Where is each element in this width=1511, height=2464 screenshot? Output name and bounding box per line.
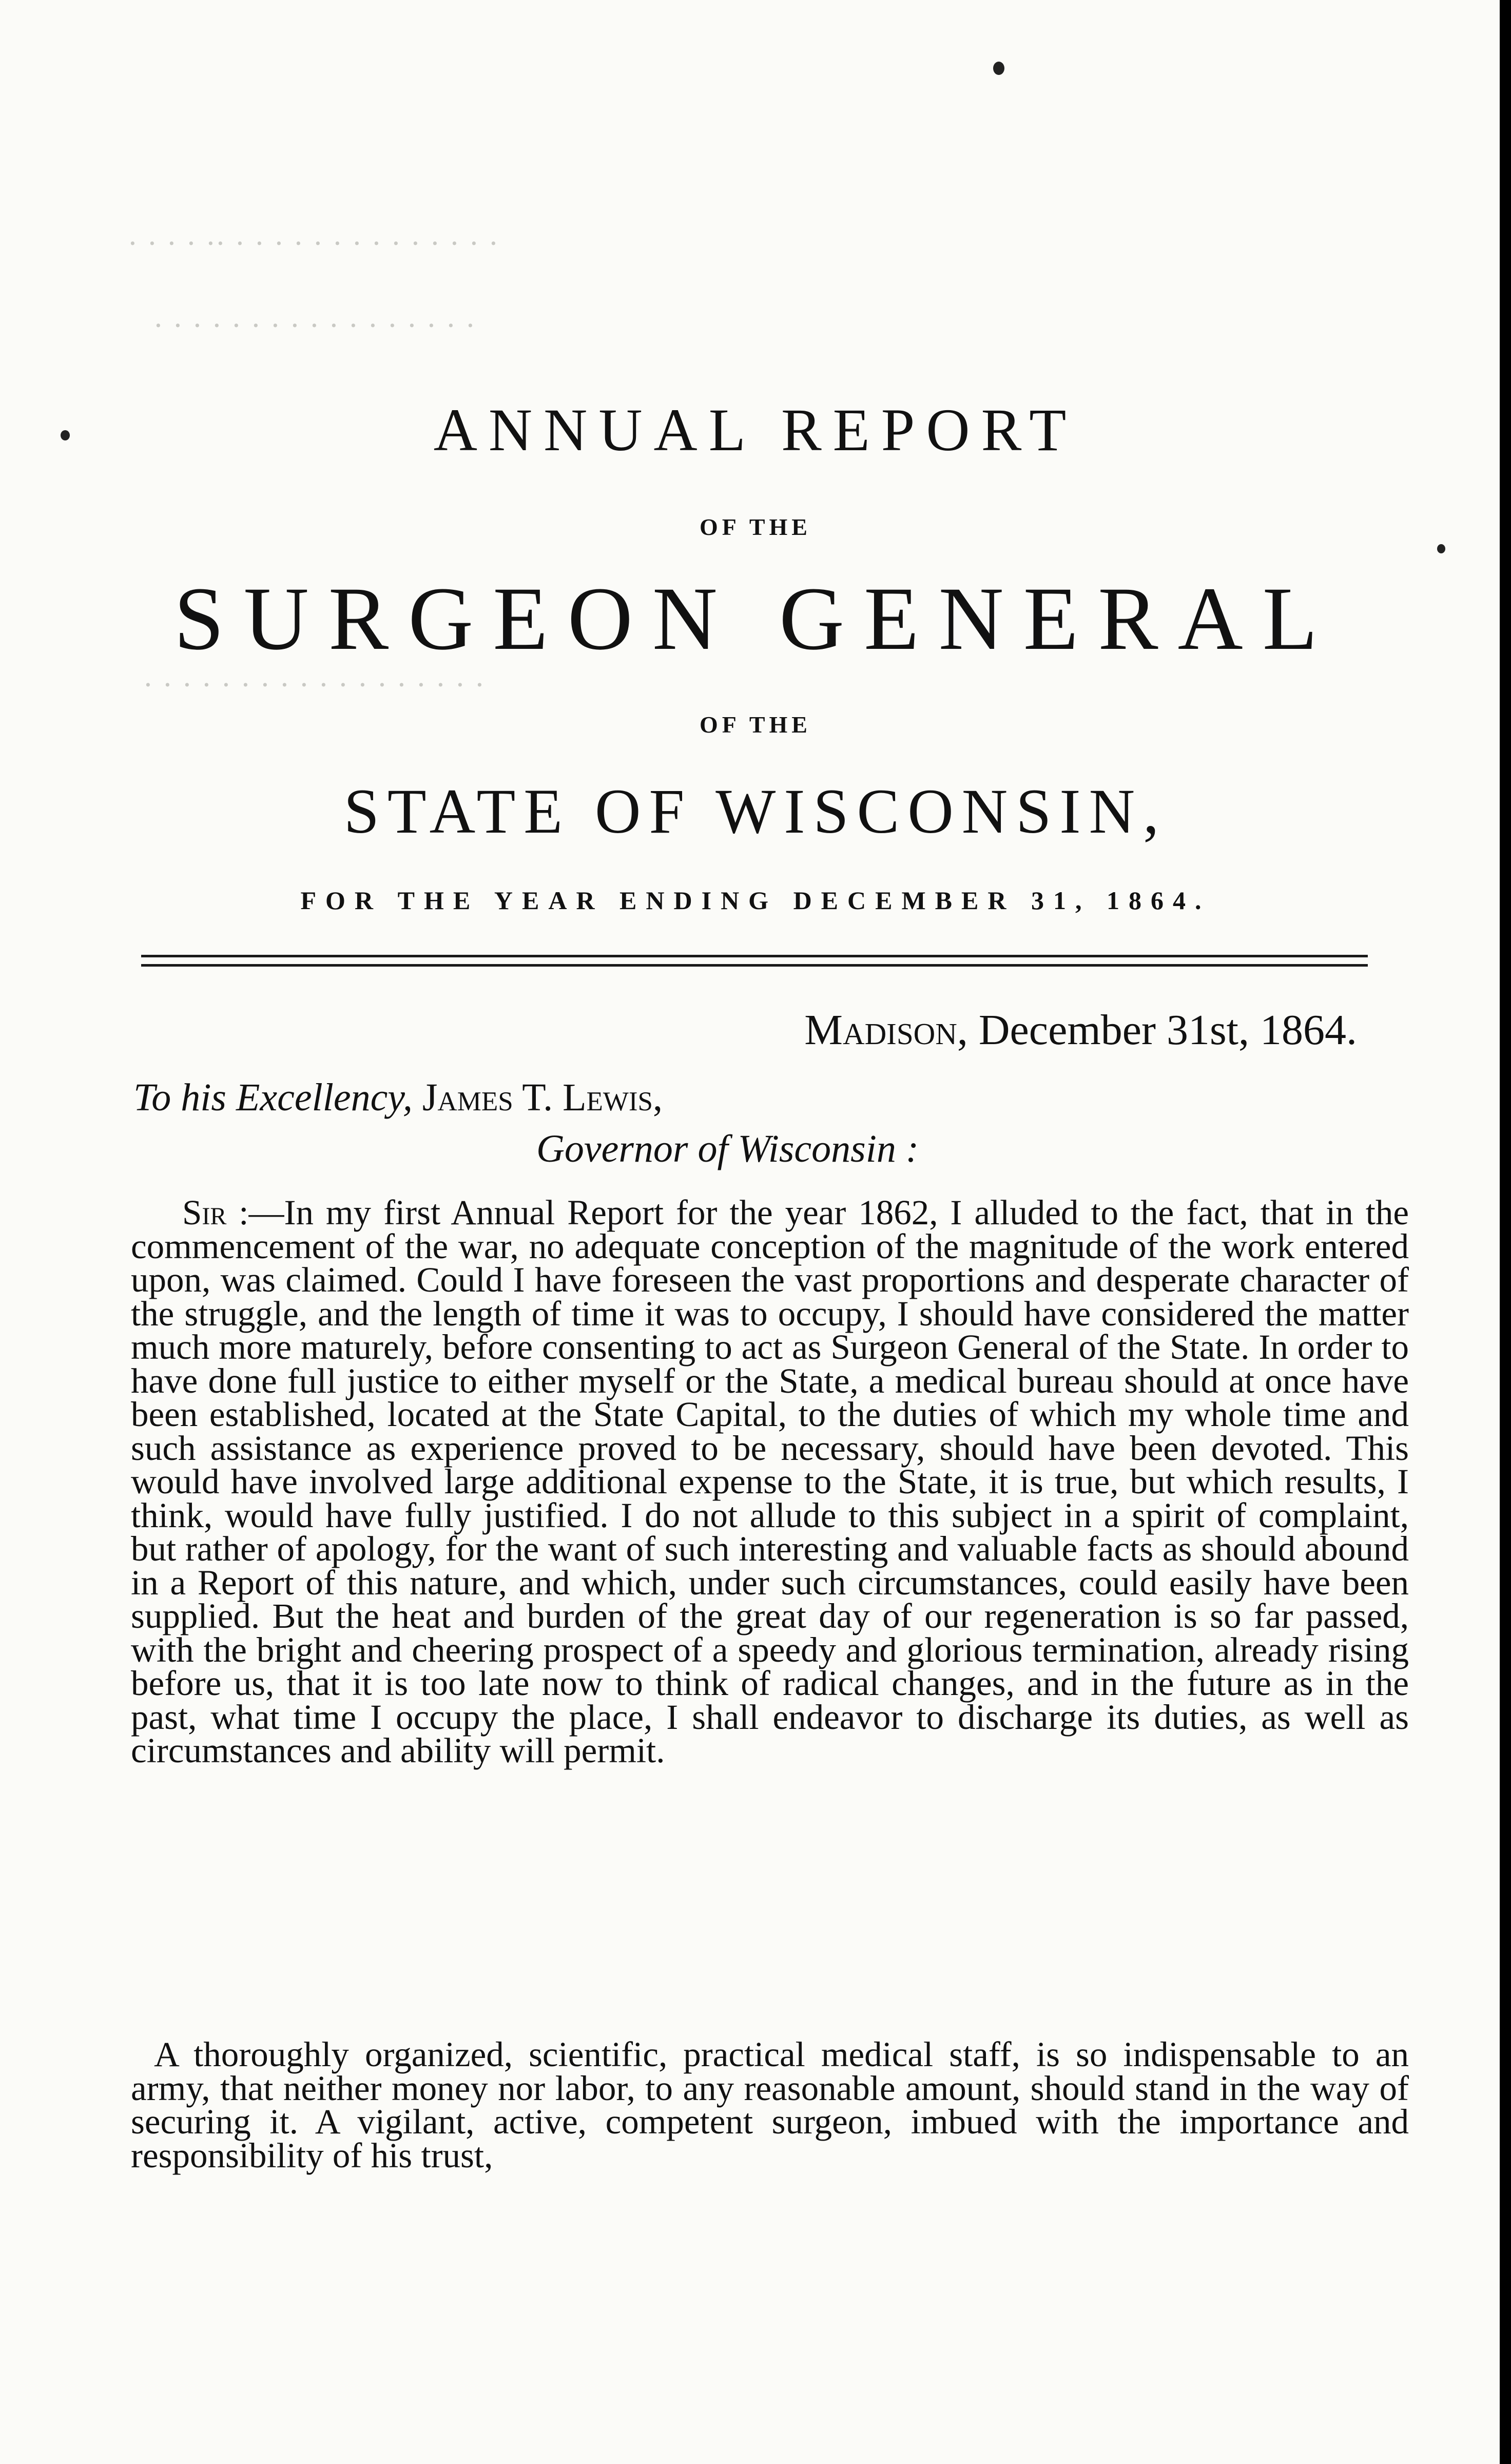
body-paragraph-2 <box>131 2035 1409 2175</box>
paragraph-text: A thoroughly organized, scientific, practical medical staff, is so indispensable to an army, that neither money nor labor, to any reasonable amount, should stand in the way of securing it. A vigilant, active, competent surgeon, imbued with the importance and responsibility of his trust, <box>131 2035 1409 2175</box>
title-rule-bottom <box>141 964 1368 967</box>
ink-speck <box>1437 544 1445 553</box>
title-state-of-wisconsin: STATE OF WISCONSIN, <box>343 776 1168 846</box>
title-rule-top <box>141 955 1368 957</box>
title-of-the-2: OF THE <box>700 711 811 738</box>
salutation-prefix: To his Excellency, <box>133 1076 413 1119</box>
bleed-through-texture: · · · · · · · · · · · · · · · · · <box>154 309 476 342</box>
body-paragraph-1 <box>131 1193 1409 1770</box>
title-surgeon-general: SURGEON GENERAL <box>173 569 1338 669</box>
salutation-name: James T. Lewis, <box>422 1076 663 1119</box>
bleed-through-texture: · · · · ·· · · · · · · · · · · · · · · <box>128 226 499 260</box>
dateline <box>804 1005 1357 1055</box>
scan-gutter <box>1500 0 1511 2464</box>
title-of-the-1: OF THE <box>700 514 811 540</box>
salutation-line <box>133 1075 663 1120</box>
bleed-through-texture: · · · · · · · · · · · · · · · · · · <box>144 668 485 702</box>
title-annual-report: ANNUAL REPORT <box>433 396 1078 464</box>
title-year-ending: FOR THE YEAR ENDING DECEMBER 31, 1864. <box>300 886 1211 915</box>
ink-speck <box>993 62 1004 75</box>
salutation-office: Governor of Wisconsin : <box>536 1127 919 1170</box>
paragraph-lead: Sir : <box>182 1193 249 1232</box>
paragraph-text: —In my first Annual Report for the year 1862, I alluded to the fact, that in the commencement of the war, no adequate conception of the magnitude of the work entered upon, was claimed. Could I have foreseen the vast proportions and desperate character of the struggle, and the length of time it was to occupy, I should have considered the matter much more maturely, before consenting to act as Surgeon General of the State. In order to have done full justice to either myself or the State, a medical bureau should at once have been established, located at the State Capital, to the duties of which my whole time and such assistance as experience proved to be necessary, should have been devoted. This would have involved large additional expense to the State, it is true, but which results, I think, would have fully justified. I do not allude to this subject in a spirit of complaint, but rather of apology, for the want of such interesting and valuable facts as should abound in a Report of this nature, and which, under such circumstances, could easily have been supplied. But the heat and burden of the great day of our regeneration is so far passed, with the bright and cheering prospect of a speedy and glorious termination, already rising before us, that it is too late now to think of radical changes, and in the future as in the past, what time I occupy the place, I shall endeavor to discharge its duties, as well as circumstances and ability will permit. <box>131 1193 1409 1770</box>
dateline-date: December 31st, 1864. <box>978 1006 1357 1054</box>
dateline-place: Madison, <box>804 1006 968 1054</box>
